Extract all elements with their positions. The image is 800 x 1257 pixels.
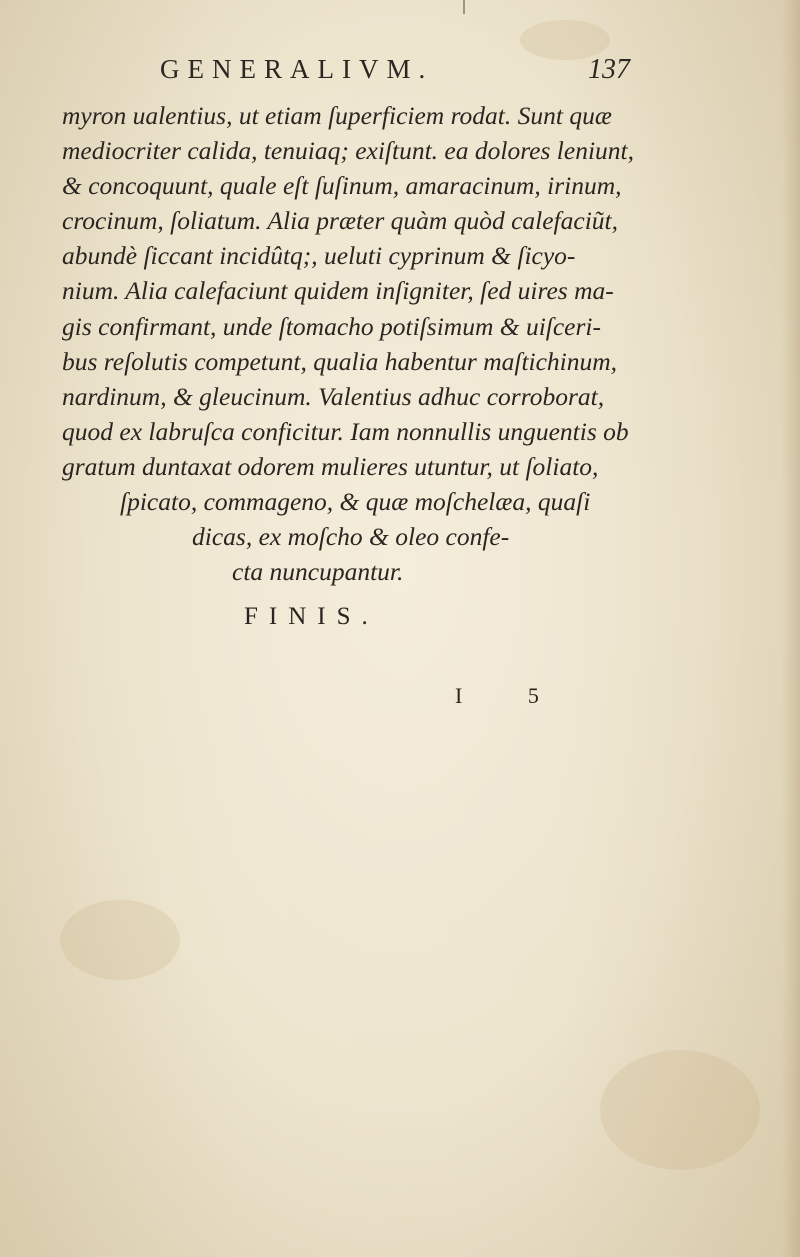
body-text (62, 98, 642, 589)
running-head-title: GENERALIVM. (160, 54, 434, 84)
text-line: mediocriter calida, tenuiaq; exiſtunt. ea dolores leniunt, (62, 136, 634, 166)
finis-heading: FINIS. (244, 603, 379, 630)
signature-mark: I 5 (455, 683, 569, 708)
page-number: 137 (588, 54, 630, 85)
text-line: gratum duntaxat odorem mulieres utuntur, ut ſoliato, (62, 451, 599, 481)
text-line: myron ualentius, ut etiam ſuperficiem rodat. Sunt quæ (62, 101, 612, 130)
running-head (160, 50, 640, 86)
text-line: bus reſolutis competunt, qualia habentur maſtichinum, (62, 346, 618, 376)
page-edge-shadow (782, 0, 800, 1257)
text-line: abundè ſiccant incidûtq;, ueluti cyprinum & ſicyo- (62, 241, 576, 271)
text-line: gis confirmant, unde ſtomacho potiſsimum & uiſceri- (62, 311, 601, 341)
text-line: nium. Alia calefaciunt quidem inſigniter, ſed uires ma- (62, 276, 614, 306)
text-line: dicas, ex moſcho & oleo confe- (192, 522, 510, 552)
text-line: crocinum, ſoliatum. Alia præter quàm quòd calefaciũt, (62, 206, 618, 236)
text-line: cta nuncupantur. (232, 557, 404, 587)
binding-mark (463, 0, 465, 14)
text-line: ſpicato, commageno, & quæ moſchelæa, quaſi (120, 487, 591, 517)
text-line: & concoquunt, quale eſt ſuſinum, amaracinum, irinum, (62, 171, 622, 201)
foxing-stain (600, 1050, 760, 1170)
text-line: nardinum, & gleucinum. Valentius adhuc corroborat, (62, 381, 605, 411)
foxing-stain (60, 900, 180, 980)
text-line: quod ex labruſca conficitur. Iam nonnullis unguentis ob (62, 416, 629, 446)
